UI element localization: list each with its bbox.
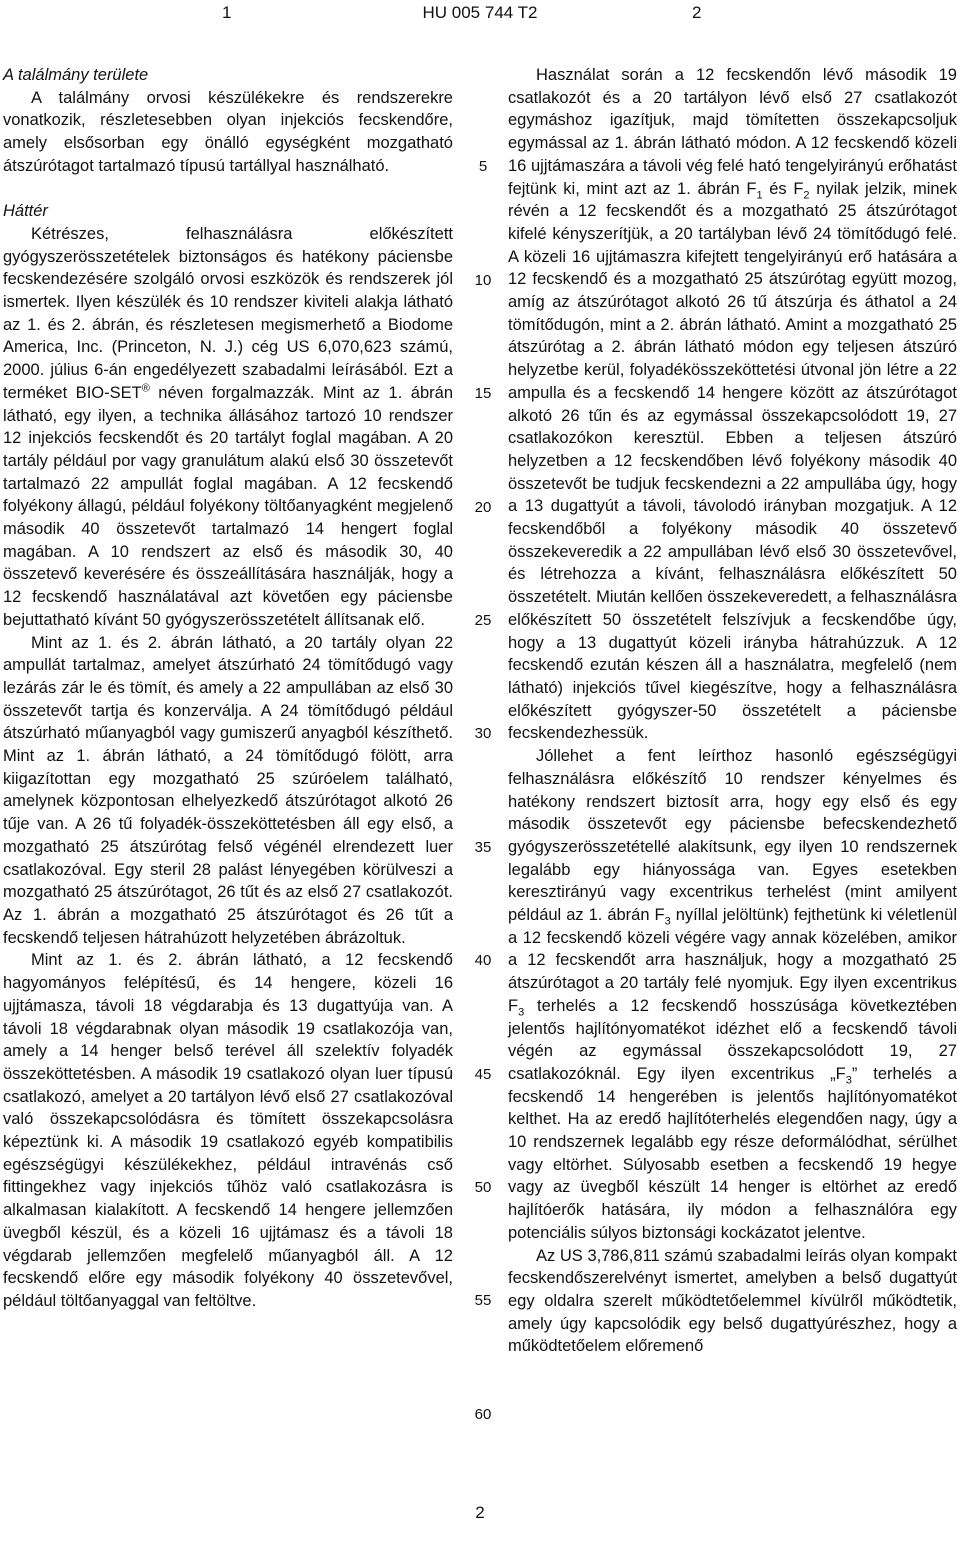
line-number: 20 bbox=[474, 499, 492, 516]
text-column-right bbox=[508, 64, 957, 1358]
paragraph-usage: Használat során a 12 fecskendőn lévő második 19 csatlakozót és a 20 tartályon lévő első 27 csatlakozót egymáshoz igazítjuk, majd tömítetten összekapcsoljuk egymással az 1. ábrán látható módon. A 12 fecskendő közeli 16 ujjtámaszára a távoli vég felé ható tengelyirányú erőhatást fejtünk ki, mint azt az 1. ábrán $F_1$ és $F_2$ nyilak jelzik, minek révén a 12 fecskendőt és a mozgatható 25 átszúrótagot kifelé kényszerítjük, a 20 tartályban lévő 24 tömítődugó felé. A közeli 16 ujjtámaszra kifejtett tengelyirányú erő hatására a 12 fecskendő és a mozgatható 25 átszúrótag együtt mozog, amíg az átszúrótagot alkotó 26 tű átszúrja és áthatol a 24 tömítődugón, mint a 2. ábrán látható. Amint a mozgatható 25 átszúrótag a 2. ábrán látható módon egy teljesen átszúró helyzetbe kerül, folyadékösszeköttetési útvonal jön létre a 22 ampulla és a fecskendő 14 hengere között az átszúrótagot alkotó 26 tűn és az egymással összekapcsolódott 19, 27 csatlakozókon keresztül. Ebben a teljesen átszúró helyzetben a 12 fecskendőben lévő folyékony második 40 összetevőt be tudjuk fecskendezni a 22 ampullába úgy, hogy a 13 dugattyút a távoli, távolodó irányban mozgatjuk. A 12 fecskendőből a folyékony második 40 összetevő összekeveredik a 22 ampullában lévő első 30 összetevővel, és létrehozza a kívánt, felhasználásra előkészített 50 összetételt. Miután kellően összekeveredett, a felhasználásra előkészített 50 összetételt felszívjuk a fecskendőbe úgy, hogy a 13 dugattyút közeli irányba hátrahúzzuk. A 12 fecskendő ezután készen áll a használatra, megfelelő (nem látható) injekciós tűvel kiegészítve, hogy a felhasználásra előkészített gyógyszer-50 összetételt a páciensbe fecskendezhessük. bbox=[508, 66, 957, 743]
page-number: 2 bbox=[475, 1503, 485, 1522]
line-number: 40 bbox=[474, 952, 492, 969]
line-number: 45 bbox=[474, 1066, 492, 1083]
paragraph-shortcomings: Jóllehet a fent leírthoz hasonló egészségügyi felhasználásra előkészítő 10 rendszer kényelmes és hatékony rendszert biztosít arra, hogy egy első és egy második összetevőt egy páciensbe befecskendezhető gyógyszerösszetétellé alakítsunk, egy ilyen 10 rendszernek legalább egy hiányossága van. Egyes esetekben keresztirányú vagy excentrikus terhelést (mint amilyent például az 1. ábrán $F_3$ nyíllal jelöltünk) fejthetünk ki véletlenül a 12 fecskendő közeli végére vagy annak közelében, amikor a 12 fecskendőt arra használjuk, hogy a mozgatható 25 átszúrótagot a 20 tartály felé nyomjuk. Egy ilyen excentrikus $F_3$ terhelés a 12 fecskendő hosszúsága következtében jelentős hajlítónyomatékot idézhet elő a fecskendő távoli végén az egymással összekapcsolódott 19, 27 csatlakozóknál. Egy ilyen excentrikus $„F_3$” terhelés a fecskendő 14 hengerében is jelentős hajlítónyomatékot kelthet. Ha az eredő hajlítóterhelés elegendően nagy, úgy a 10 rendszernek legalább egy része deformálódhat, sérülhet vagy eltörhet. Súlyosabb esetben a fecskendő 19 hegye vagy az üvegből készült 14 henger is eltörhet az eredő hajlítóerők hatására, ily módon a felhasználóra egy potenciális súlyos biztonsági kockázatot jelentve. bbox=[508, 747, 957, 1242]
section-heading-field: A találmány területe bbox=[3, 66, 149, 84]
paragraph-field-of-invention: A találmány orvosi készülékekre és rendszerekre vonatkozik, részletesebben olyan injekciós fecskendőre, amely elsősorban egy önálló egységként mozgatható átszúrótagot tartalmazó típusú tartállyal használható. bbox=[3, 88, 453, 175]
line-number: 15 bbox=[474, 385, 492, 402]
header-document-id: HU 005 744 T2 bbox=[422, 3, 538, 22]
line-number: 35 bbox=[474, 839, 492, 856]
paragraph-syringe-description: Mint az 1. és 2. ábrán látható, a 12 fecskendő hagyományos felépítésű, és 14 hengere, közeli 16 ujjtámasza, távoli 18 végdarabja és 13 dugattyúja van. A távoli 18 végdarabnak olyan második 19 csatlakozója van, amely a 14 henger belső terével áll szelektív folyadék összeköttetésben. A második 19 csatlakozó olyan luer típusú csatlakozó, amelyet a 20 tartályon lévő első 27 csatlakozóval való összekapcsolódásra és tömített összekapcsolásra képeztünk ki. A második 19 csatlakozó egyéb kompatibilis egészségügyi készülékekhez, például intravénás cső fittingekhez vagy injekciós tűhöz való csatlakozásra is alkalmasan kialakított. A fecskendő 14 hengere jellemzően üvegből készül, és a közeli 16 ujjtámasz és a távoli 18 végdarab jellemzően megfelelő műanyagból áll. A 12 fecskendő előre egy második folyékony 40 összetevővel, például töltőanyaggal van feltöltve. bbox=[3, 951, 453, 1310]
line-number: 30 bbox=[474, 725, 492, 742]
header-column-right-number: 2 bbox=[692, 3, 702, 22]
line-number: 55 bbox=[474, 1292, 492, 1309]
paragraph-container-description: Mint az 1. és 2. ábrán látható, a 20 tartály olyan 22 ampullát tartalmaz, amelyet átszúrható 24 tömítődugó vagy lezárás zár le és tömít, és amely a 22 ampullában az első 30 összetevőt tartja és konzerválja. A 24 tömítődugó például átszúrható műanyagból vagy gumiszerű anyagból készíthető. Mint az 1. ábrán látható, a 24 tömítődugó fölött, arra kiigazítottan egy mozgatható 25 szúróelem található, amelynek központosan elhelyezkedő átszúrótagot alkotó 26 tűje van. A 26 tű folyadék-összeköttetésben áll egy első, a mozgatható 25 átszúrótag felső végénél elrendezett luer csatlakozóval. Egy steril 28 palást lényegében körülveszi a mozgatható 25 átszúrótagot, 26 tűt és az első 27 csatlakozót. Az 1. ábrán a mozgatható 25 átszúrótagot és 26 tűt a fecskendő teljesen hátrahúzott helyzetében ábrázoltuk. bbox=[3, 633, 453, 947]
line-number: 5 bbox=[478, 158, 488, 175]
header-column-left-number: 1 bbox=[222, 3, 232, 22]
section-heading-background: Háttér bbox=[3, 202, 48, 221]
line-number: 25 bbox=[474, 612, 492, 629]
paragraph-background: Kétrészes, felhasználásra előkészített gyógyszerösszetételek biztonságos és hatékony páciensbe fecskendezésére szolgáló orvosi eszközök és rendszerek jól ismertek. Ilyen készülék és 10 rendszer kiviteli alakja látható az 1. és 2. ábrán, és részletesen megismerhető a Biodome America, Inc. (Princeton, N. J.) cég US 6,070,623 számú, 2000. július 6-án engedélyezett szabadalmi leírásából. Ezt a terméket BIO-SET® néven forgalmazzák. Mint az 1. ábrán látható, egy ilyen, a technika állásához tartozó 10 rendszer 12 injekciós fecskendőt és 20 tartályt foglal magában. A 20 tartály például por vagy granulátum alakú első 30 összetevőt tartalmazó 22 ampullát foglal magában. A 12 fecskendő folyékony állagú, például folyékony töltőanyagként megjelenő második 40 összetevőt tartalmazó 14 hengert foglal magában. A 10 rendszert az első és második 30, 40 összetevő keverésére és összeállítására használják, hogy a 12 fecskendő használatával azt követően egy páciensbe bejuttatható kívánt 50 gyógyszerösszetételt állítsanak elő. bbox=[3, 224, 454, 629]
text-column-left bbox=[3, 64, 453, 1313]
paragraph-prior-art: Az US 3,786,811 számú szabadalmi leírás olyan kompakt fecskendőszerelvényt ismertet, amelyben a belső dugattyút egy oldalra szerelt működtetőelemmel kívülről működtetik, amely úgy kapcsolódik egy belső dugattyúrészhez, hogy a működtetőelem előremenő bbox=[508, 1246, 957, 1356]
line-number: 50 bbox=[474, 1179, 492, 1196]
registered-mark: ® bbox=[141, 382, 150, 395]
line-number: 60 bbox=[474, 1406, 492, 1423]
line-number: 10 bbox=[474, 272, 492, 289]
